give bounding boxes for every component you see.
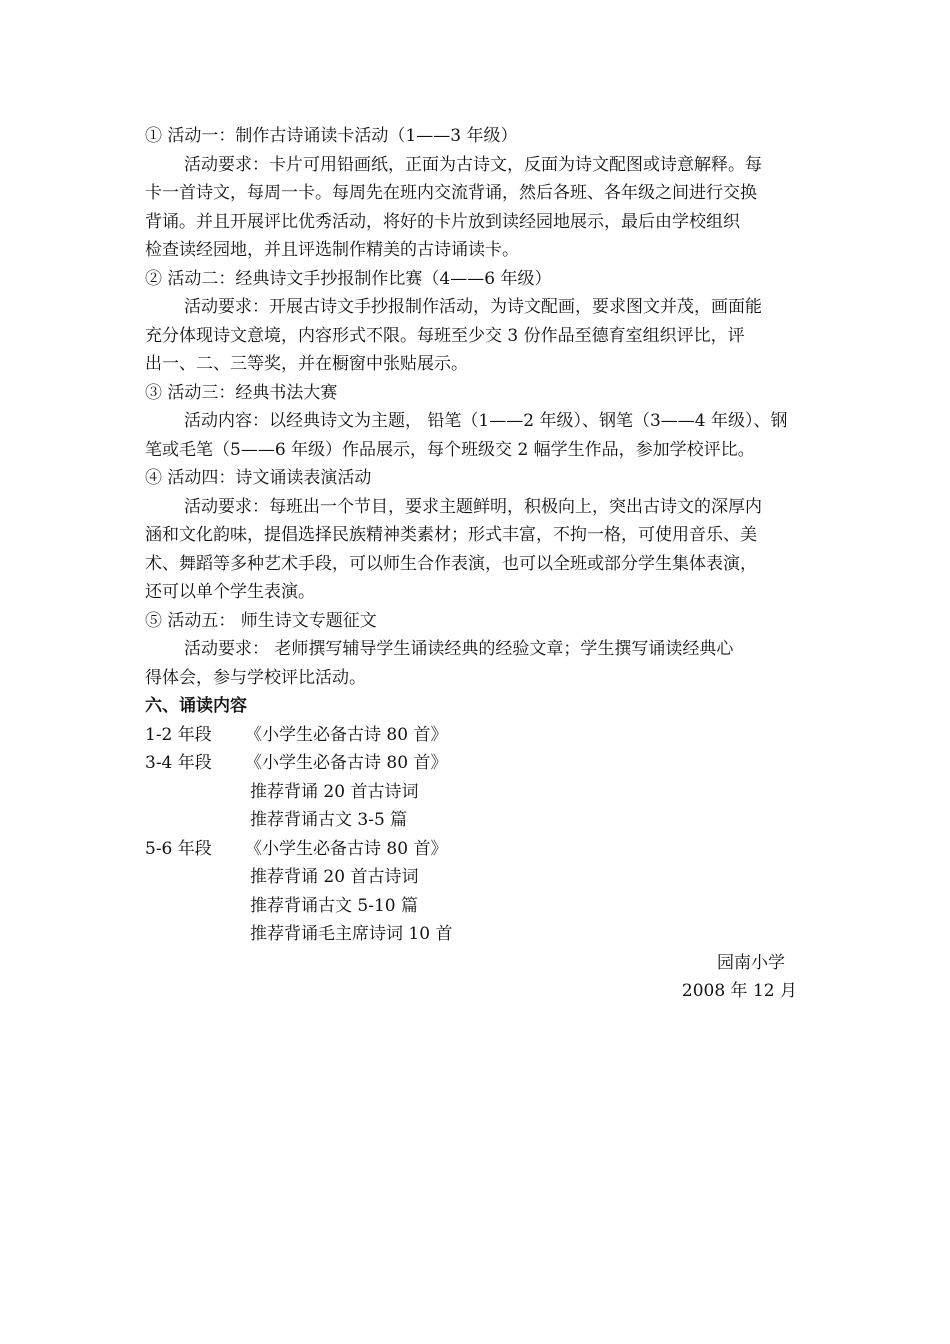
reading-content-section — [145, 692, 811, 949]
activity-title: ⑤ 活动五： 师生诗文专题征文 — [145, 610, 377, 631]
activity-text-line: 活动内容：以经典诗文为主题， 铅笔（1——2 年级）、钢笔（3——4 年级）、钢 — [184, 411, 788, 431]
activity-5 — [145, 607, 811, 693]
grade-row — [145, 721, 811, 750]
activity-text-line: 检查读经园地，并且评选制作精美的古诗诵读卡。 — [145, 240, 519, 260]
activity-title: ① 活动一：制作古诗诵读卡活动（1——3 年级） — [145, 126, 518, 146]
activity-title: ④ 活动四：诗文诵读表演活动 — [145, 468, 372, 488]
activity-text-line: 充分体现诗文意境，内容形式不限。每班至少交 3 份作品至德育室组织评比，评 — [145, 325, 745, 346]
activity-text-line: 活动要求： 老师撰写辅导学生诵读经典的经验文章；学生撰写诵读经典心 — [184, 639, 734, 659]
activity-1 — [145, 122, 811, 265]
activity-text-line: 活动要求：每班出一个节目，要求主题鲜明，积极向上，突出古诗文的深厚内 — [184, 496, 762, 517]
activity-2 — [145, 265, 811, 379]
recommendation-line: 推荐背诵 20 首古诗词 — [250, 781, 419, 802]
activity-text-line: 活动要求：开展古诗文手抄报制作活动，为诗文配画，要求图文并茂，画面能 — [184, 297, 762, 317]
activity-title: ③ 活动三：经典书法大赛 — [145, 382, 338, 403]
document-body — [145, 122, 811, 1006]
activity-text-line: 活动要求：卡片可用铅画纸，正面为古诗文，反面为诗文配图或诗意解释。每 — [184, 154, 762, 175]
activity-title: ② 活动二：经典诗文手抄报制作比赛（4——6 年级） — [145, 268, 552, 289]
recommendation-line: 推荐背诵古文 3-5 篇 — [250, 810, 408, 830]
grade-label: 1-2 年段 — [145, 724, 212, 745]
section-heading: 六、诵读内容 — [145, 696, 247, 716]
activity-text-line: 还可以单个学生表演。 — [145, 582, 315, 602]
recommendation-line: 推荐背诵 20 首古诗词 — [250, 867, 419, 887]
school-name: 园南小学 — [717, 952, 785, 973]
activity-text-line: 笔或毛笔（5——6 年级）作品展示，每个班级交 2 幅学生作品，参加学校评比。 — [145, 439, 755, 460]
grade-label: 5-6 年段 — [145, 838, 212, 859]
book-title: 《小学生必备古诗 80 首》 — [245, 753, 448, 773]
activity-text-line: 出一、二、三等奖，并在橱窗中张贴展示。 — [145, 354, 468, 374]
grade-row — [145, 835, 811, 864]
activity-text-line: 卡一首诗文，每周一卡。每周先在班内交流背诵，然后各班、各年级之间进行交换 — [145, 183, 757, 203]
recommendation-line: 推荐背诵毛主席诗词 10 首 — [250, 924, 453, 944]
activity-text-line: 得体会，参与学校评比活动。 — [145, 667, 366, 688]
signature-block — [145, 949, 797, 1006]
book-title: 《小学生必备古诗 80 首》 — [245, 838, 448, 859]
activity-4 — [145, 464, 811, 607]
activity-text-line: 背诵。并且开展评比优秀活动，将好的卡片放到读经园地展示，最后由学校组织 — [145, 211, 740, 232]
document-date: 2008 年 12 月 — [681, 981, 797, 1001]
activity-3 — [145, 379, 811, 465]
book-title: 《小学生必备古诗 80 首》 — [245, 724, 448, 745]
activity-text-line: 涵和文化韵味，提倡选择民族精神类素材；形式丰富，不拘一格，可使用音乐、美 — [145, 525, 757, 545]
recommendation-line: 推荐背诵古文 5-10 篇 — [250, 895, 418, 916]
grade-row — [145, 749, 811, 778]
grade-label: 3-4 年段 — [145, 753, 212, 773]
activity-text-line: 术、舞蹈等多种艺术手段，可以师生合作表演，也可以全班或部分学生集体表演， — [145, 553, 757, 574]
